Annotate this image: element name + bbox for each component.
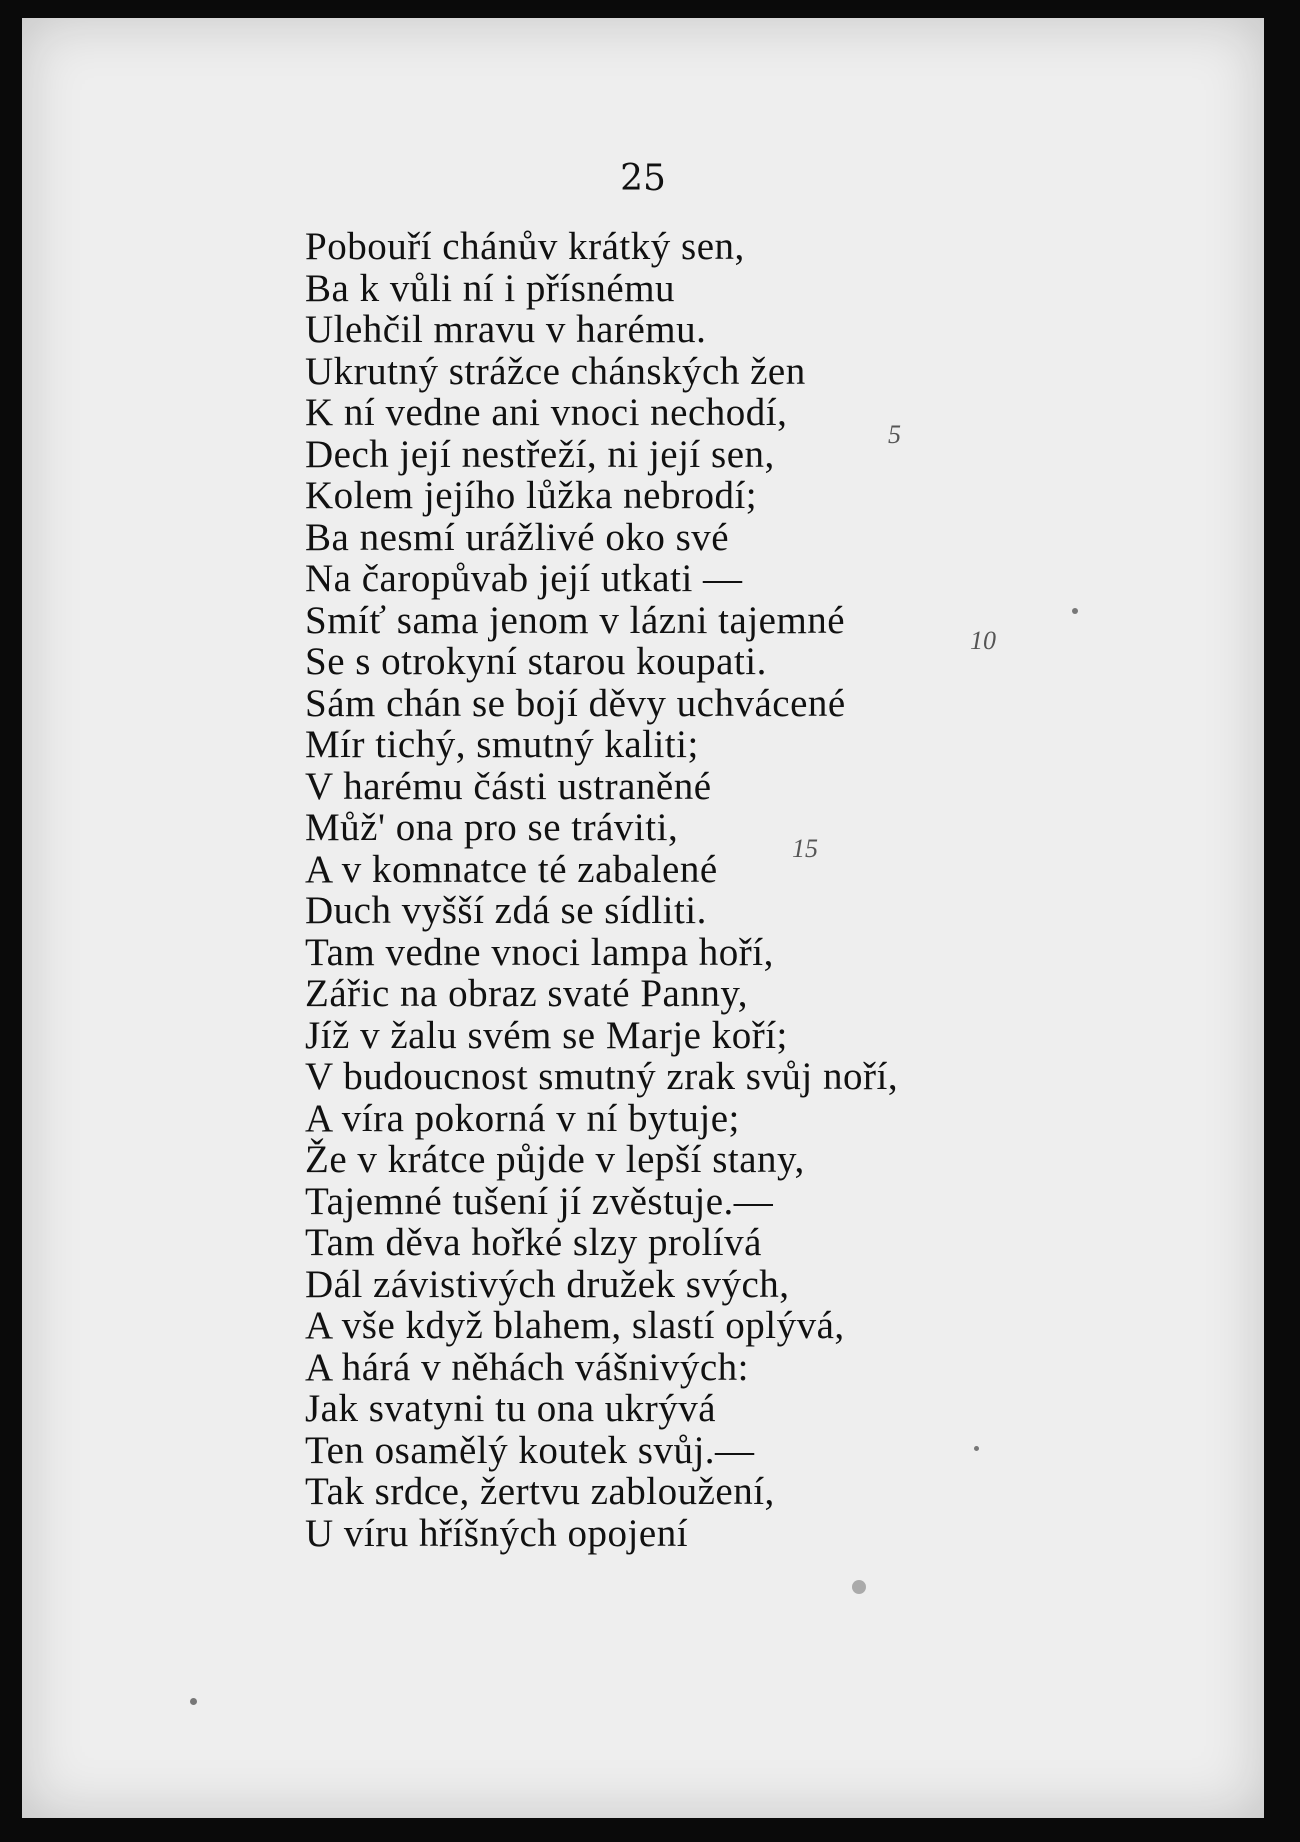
poem-line-8: Ba nesmí urážlivé oko své <box>305 515 730 559</box>
paper-speck <box>974 1446 979 1451</box>
paper-speck <box>1072 608 1078 614</box>
poem-line-19: Zářic na obraz svaté Panny, <box>305 972 749 1015</box>
poem-line-30: Ten osamělý koutek svůj.— <box>305 1428 755 1472</box>
poem-line-18: Tam vedne vnoci lampa hoří, <box>305 930 774 974</box>
poem-line-25: Tam děva hořké slzy prolívá <box>305 1221 762 1264</box>
poem-line-31: Tak srdce, žertvu zabloužení, <box>305 1470 775 1513</box>
poem-line-13: Mír tichý, smutný kaliti; <box>305 723 699 766</box>
poem-line-4: Ukrutný strážce chánských žen <box>305 349 806 393</box>
page-number: 25 <box>620 158 666 199</box>
book-page <box>22 18 1264 1818</box>
poem-line-7: Kolem jejího lůžka nebrodí; <box>305 474 758 517</box>
paper-speck <box>852 1580 866 1594</box>
poem-line-23: Že v krátce půjde v lepší stany, <box>305 1138 805 1181</box>
poem-text <box>305 226 898 1554</box>
paper-speck <box>190 1698 197 1705</box>
poem-line-26: Dál závistivých družek svých, <box>305 1262 790 1306</box>
poem-line-29: Jak svatyni tu ona ukrývá <box>305 1387 717 1430</box>
poem-line-10: Smíť sama jenom v lázni tajemné <box>305 598 846 642</box>
poem-line-1: Pobouří chánův krátký sen, <box>305 225 745 268</box>
poem-line-20: Jíž v žalu svém se Marje koří; <box>305 1013 788 1057</box>
poem-line-14: V harému části ustraněné <box>305 764 712 808</box>
poem-line-9: Na čaropůvab její utkati — <box>305 557 743 600</box>
poem-line-5: K ní vedne ani vnoci nechodí, <box>305 391 788 434</box>
poem-line-15: Můž' ona pro se tráviti, <box>305 806 679 849</box>
poem-line-21: V budoucnost smutný zrak svůj noří, <box>305 1055 899 1098</box>
poem-line-24: Tajemné tušení jí zvěstuje.— <box>305 1179 774 1223</box>
margin-note-line15: 15 <box>792 834 818 863</box>
margin-note-line5: 5 <box>888 420 901 449</box>
poem-line-2: Ba k vůli ní i přísnému <box>305 266 676 310</box>
poem-line-27: A vše když blahem, slastí oplývá, <box>305 1304 845 1347</box>
margin-note-line10: 10 <box>970 626 996 655</box>
poem-line-28: A hárá v něhách vášnivých: <box>305 1345 750 1389</box>
poem-line-17: Duch vyšší zdá se sídliti. <box>305 889 707 932</box>
poem-line-6: Dech její nestřeží, ni její sen, <box>305 432 775 476</box>
poem-line-11: Se s otrokyní starou koupati. <box>305 640 767 683</box>
poem-line-16: A v komnatce té zabalené <box>305 847 718 891</box>
poem-line-12: Sám chán se bojí děvy uchvácené <box>305 681 846 725</box>
poem-line-22: A víra pokorná v ní bytuje; <box>305 1096 740 1140</box>
poem-line-32: U víru hříšných opojení <box>305 1511 689 1555</box>
poem-line-3: Ulehčil mravu v harému. <box>305 308 707 351</box>
